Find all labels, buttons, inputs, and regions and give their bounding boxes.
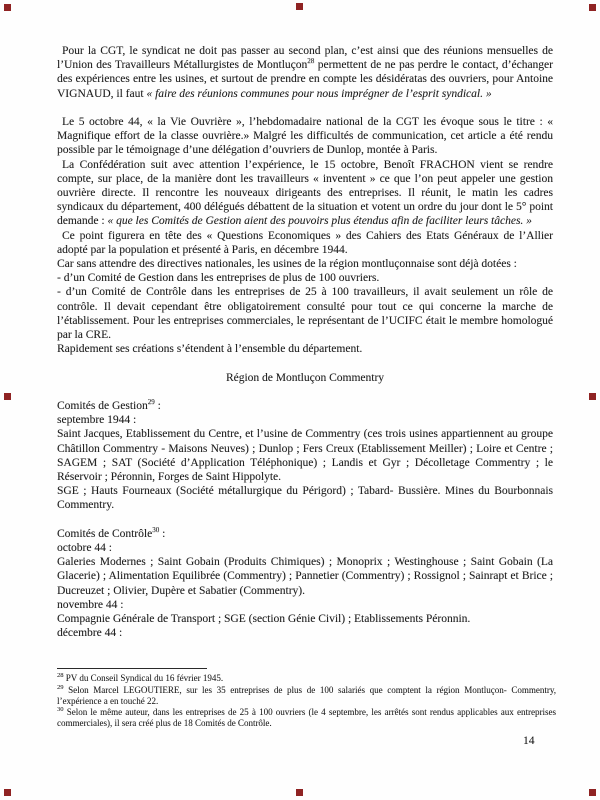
footnote-text: Selon Marcel LEGOUTIERE, sur les 35 entreprises de plus de 100 salariés que comptent la région Montluçon- Commentry, l’expérience a en touché 22. [57, 684, 556, 706]
footnote [57, 707, 556, 729]
text-run: Comités de Gestion [57, 400, 148, 413]
spacer [57, 385, 553, 399]
text-run: Compagnie Générale de Transport ; SGE (section Génie Civil) ; Etablissements Péronnin. [57, 613, 471, 626]
text-run: septembre 1944 : [57, 414, 137, 427]
selection-handle-bottom-right[interactable] [589, 789, 596, 796]
text-run: Ce point figurera en tête des « Questions Economiques » des Cahiers des Etats Généraux de l’Allier adopté par la population et présenté à Paris, en décembre 1944. [57, 229, 553, 256]
quoted-text: « que les Comités de Gestion aient des pouvoirs plus étendus afin de faciliter leurs tâches. » [107, 215, 532, 228]
selection-handle-middle-right[interactable] [589, 393, 596, 400]
selection-handle-bottom-center[interactable] [296, 789, 303, 796]
paragraph [57, 271, 553, 285]
paragraph [57, 413, 553, 427]
text-run: octobre 44 : [57, 542, 112, 555]
footnote-marker: 29 [57, 683, 64, 691]
paragraph [57, 285, 553, 342]
text-run: Galeries Modernes ; Saint Gobain (Produits Chimiques) ; Monoprix ; Westinghouse ; Saint Gobain (La Glacerie) ; Alimentation Equilibrée (Commentry) ; Pannetier (Commentry) ; Rossignol ; Sainrapt et Brice ; Ducreuzet ; Olivier, Dupère et Sabatier (Commentry). [57, 556, 553, 597]
footnote-ref: 30 [152, 526, 160, 535]
section-heading [57, 371, 553, 385]
selection-handle-middle-left[interactable] [4, 393, 11, 400]
footnote-marker: 30 [57, 706, 64, 714]
text-run: permettent de ne pas perdre le contact, d’échanger des expériences entre les usines, et surtout de prendre en compte les désidératas des ouvriers, pour Antoine VIGNAUD, il faut [57, 59, 553, 100]
text-run: SGE ; Hauts Fourneaux (Société métallurgique du Périgord) ; Tabard- Bussière. Mines du Bourbonnais Commentry. [57, 485, 553, 512]
paragraph [57, 612, 553, 626]
paragraph [57, 257, 553, 271]
footnote-separator [57, 668, 207, 669]
selection-handle-top-center[interactable] [296, 3, 303, 10]
page-content [57, 44, 553, 640]
spacer [57, 356, 553, 370]
text-run: Comités de Contrôle [57, 527, 153, 540]
text-run: - d’un Comité de Contrôle dans les entreprises de 25 à 100 travailleurs, il avait seulement un rôle de contrôle. Il devait cependant être obligatoirement consulté pour tout ce qui concerne la marche de l’établissement. Pour les entreprises commerciales, le représentant de l’UCIFC était le membre homologué par la CRE. [57, 286, 553, 342]
paragraph [57, 427, 553, 484]
footnote-marker: 28 [57, 672, 64, 679]
text-run: décembre 44 : [57, 627, 123, 640]
paragraph [57, 342, 553, 356]
paragraph [57, 555, 553, 598]
selection-handle-top-left[interactable] [4, 4, 11, 11]
text-run: novembre 44 : [57, 598, 124, 611]
footnote-text: Selon le même auteur, dans les entreprises de 25 à 100 ouvriers (le 4 septembre, les arrêtés sont rendus applicables aux entreprises commerciales), il sera créé plus de 18 Comités de Contrôle. [57, 707, 556, 729]
text-run: Le 5 octobre 44, « la Vie Ouvrière », l’hebdomadaire national de la CGT les évoque sous le titre : « Magnifique effort de la classe ouvrière.» Malgré les difficultés de communication, cet article a été rendu possible par le témoignage d’une délégation d’ouvriers de Dunlop, montée à Paris. [57, 116, 553, 157]
text-run: : [154, 400, 161, 413]
spacer [57, 513, 553, 527]
paragraph [57, 527, 553, 541]
paragraph [57, 115, 553, 158]
paragraph [57, 44, 553, 101]
paragraph [57, 598, 553, 612]
footnotes-section [57, 668, 556, 730]
footnote [57, 685, 556, 707]
text-run: Région de Montluçon Commentry [225, 371, 385, 384]
quoted-text: « faire des réunions communes pour nous imprégner de l’esprit syndical. » [146, 87, 492, 100]
footnote [57, 673, 556, 684]
spacer [57, 101, 553, 115]
selection-handle-bottom-left[interactable] [4, 789, 11, 796]
paragraph [57, 626, 553, 640]
paragraph [57, 399, 553, 413]
paragraph [57, 541, 553, 555]
paragraph [57, 158, 553, 229]
footnote-ref: 29 [147, 398, 155, 407]
paragraph [57, 229, 553, 257]
paragraph [57, 484, 553, 512]
footnote-ref: 28 [307, 57, 315, 66]
footnote-text: PV du Conseil Syndical du 16 février 1945. [63, 673, 224, 683]
text-run: Pour la CGT, le syndicat ne doit pas passer au second plan, c’est ainsi que des réunions mensuelles de l’Union des Travailleurs Métallurgistes de Montluçon [57, 45, 553, 72]
selection-handle-top-right[interactable] [589, 4, 596, 11]
text-run: Rapidement ses créations s’étendent à l’ensemble du département. [57, 343, 363, 356]
footnote-list [57, 673, 556, 729]
text-run: Car sans attendre des directives nationales, les usines de la région montluçonnaise sont déjà dotées : [57, 258, 517, 271]
text-run: Saint Jacques, Etablissement du Centre, et l’usine de Commentry (ces trois usines appartiennent au groupe Châtillon Commentry - Maisons Neuves) ; Dunlop ; Fers Creux (Etablissement Meiller) ; Loire et Centre ; SAGEM ; SAT (Société d’Application Téléphonique) ; Landis et Gyr ; Décolletage Commentry ; le Réservoir ; Péronnin, Forges de Saint Hippolyte. [57, 428, 553, 484]
text-run: : [159, 527, 166, 540]
page-number: 14 [523, 735, 535, 747]
text-run: La Confédération suit avec attention l’expérience, le 15 octobre, Benoît FRACHON vient se rendre compte, sur place, de la manière dont les travailleurs « inventent » ce que l’on peut appeler une gestion ouvrière directe. Il rencontre les nouveaux dirigeants des entreprises. Il réunit, le matin les cadres syndicaux du département, 400 délégués débattent de la situation et votent un ordre du jour dont le 5° point demande : [57, 158, 553, 228]
text-run: - d’un Comité de Gestion dans les entreprises de plus de 100 ouvriers. [57, 272, 380, 285]
